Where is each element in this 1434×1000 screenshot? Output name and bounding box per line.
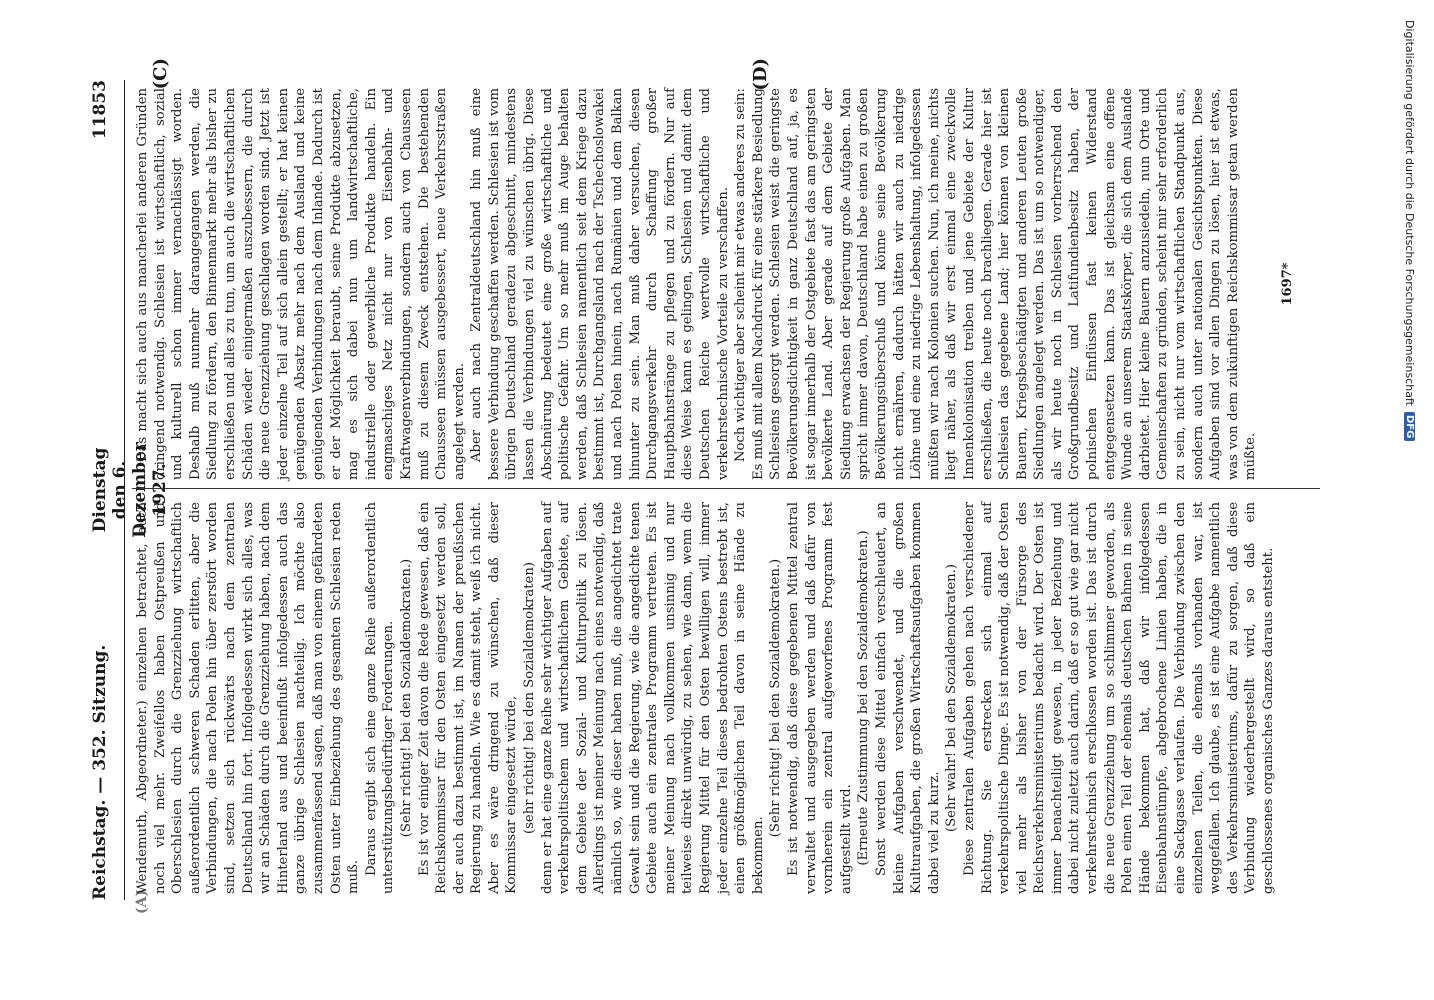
- dfg-logo: DFG: [1405, 412, 1416, 441]
- header-session: Reichstag. — 352. Sitzung.: [90, 644, 110, 900]
- margin-marker-d: (D): [750, 58, 771, 91]
- document-page: [90, 58, 1340, 914]
- page-header: [90, 80, 170, 900]
- signature-mark: 1697*: [1280, 262, 1295, 306]
- paragraph: Es ist vor einiger Zeit davon die Rede gewesen, daß ein Reichskommissar für den Osten eingesetzt werden soll, der auch dazu bestimmt ist, im Namen der preußischen Regierung zu handeln. Wie es damit steht, weiß ich nicht. Aber es wäre dringend zu wünschen, daß dieser Kommissar eingesetzt würde,: [416, 502, 520, 894]
- paragraph: Wendemuth, Abgeordneter.) einzelnen betrachtet, auch noch viel mehr. Zweifellos haben Ostpreußen und Oberschlesien durch die Grenzziehung wirtschaftlich außerordentlich schweren Schaden erlitten, aber die Verbindungen, die nach Polen hin über zerstört worden sind, setzen sich rückwärts nach dem zentralen Deutschland hin fort. Infolgedessen wirkt sich alles, was wir an Schäden durch die Grenzziehung haben, nach dem Hinterland aus und beeinflußt infolgedessen auch das ganze übrige Schlesien nachteilig. Ich möchte also zusammenfassend sagen, daß man von einem gefährdeten Osten unter Einbeziehung des gesamten Schlesien reden muß.: [135, 502, 362, 894]
- interjection: (Sehr richtig! bei den Sozialdemokraten.): [768, 558, 784, 838]
- header-date: Dienstag den 6. Dezember 1927.: [90, 442, 170, 538]
- column-divider: [132, 488, 1320, 489]
- left-column: [134, 502, 1278, 894]
- margin-marker-a: (A): [134, 889, 150, 914]
- funding-text: Digitalisierung gefördert durch die Deutsche Forschungsgemeinschaft: [1403, 20, 1417, 406]
- paragraph: Es ist notwendig, daß diese gegebenen Mittel zentral verwaltet und ausgegeben werden und daß dafür von vornherein ein zentral aufgeworfenes Programm fest aufgestellt wird.: [785, 502, 854, 894]
- paragraph: Das macht sich auch aus mancherlei anderen Gründen dringend notwendig. Schlesien ist wirtschaftlich, sozial und kulturell schon immer vernachlässigt worden. Deshalb muß nunmehr darangegangen werden, die Siedlung zu fördern, den Binnenmarkt mehr als bisher zu erschließen und alles zu tun, um auch die wirtschaftlichen Schäden wieder einigermaßen auszubessern, die durch die neue Grenzziehung geschlagen worden sind. Jetzt ist jeder einzelne Teil auf sich allein gestellt; er hat keinen genügenden Absatz mehr nach dem Ausland und keine genügenden Verbindungen nach dem Inlande. Dadurch ist er der Möglichkeit beraubt, seine Produkte abzusetzen, mag es sich dabei nun um landwirtschaftliche, industrielle oder gewerbliche Produkte handeln. Ein engmaschiges Netz nicht nur von Eisenbahn- und Kraftwagenverbindungen, sondern auch von Chausseen muß zu diesem Zweck entstehen. Die bestehenden Chausseen müssen ausgebessert, neue Verkehrsstraßen angelegt werden.: [135, 88, 467, 480]
- paragraph: Sonst werden diese Mittel einfach verschleudert, an kleine Aufgaben verschwendet, und die großen Kulturaufgaben, die großen Wirtschaftsaufgaben kommen dabei viel zu kurz.: [873, 502, 942, 894]
- header-rule: [124, 80, 125, 900]
- interjection: (Sehr richtig! bei den Sozialdemokraten.): [398, 558, 414, 838]
- interjection: (Erneute Zustimmung bei den Sozialdemokraten.): [856, 530, 872, 866]
- interjection: (Sehr wahr! bei den Sozialdemokraten.): [944, 564, 960, 832]
- paragraph: Aber auch nach Zentraldeutschland hin muß eine bessere Verbindung geschaffen werden. Schlesien ist vom übrigen Deutschland geradezu abgeschnitt, mindestens lassen die Verbindungen viel zu wünschen übrig. Diese Abschnürung bedeutet eine große wirtschaftliche und politische Gefahr. Um so mehr muß im Auge behalten werden, daß Schlesien namentlich seit dem Kriege dazu bestimmt ist, Durchgangsland nach der Tschechoslowakei und nach Polen hinein, nach Rumänien und dem Balkan hinunter zu sein. Man muß daher versuchen, diesen Durchgangsverkehr durch Schaffung großer Hauptbahnstränge zu pflegen und zu fördern. Nur auf diese Weise kann es gelingen, Schlesien und damit dem Deutschen Reiche wertvolle wirtschaftliche und verkehrstechnische Vorteile zu verschaffen.: [469, 88, 731, 480]
- paragraph: Daraus ergibt sich eine ganze Reihe außerordentlich unterstützungsbedürftiger Forderungen.: [363, 502, 397, 894]
- margin-marker-c: (C): [150, 58, 171, 90]
- paragraph: denn er hat eine ganze Reihe sehr wichtiger Aufgaben auf verkehrspolitischem und wirtschaftlichem Gebiete, auf dem Gebiete der Sozial- und Kulturpolitik zu lösen. Allerdings ist meiner Meinung nach eines notwendig, daß nämlich so, wie dieser haben muß, die angedichtet trate Gewalt sein und die Regierung, wie die angedichte tenen Gebiete auch ein zentrales Programm vertreten. Es ist meiner Meinung nach vollkommen unsinnig und nur teilweise direkt unwürdig, zu sehen, wie dann, wenn die Regierung Mittel für den Osten bewilligen will, immer jeder einzelne Teil dieses bedrohten Ostens bestrebt ist, einen größtmöglichen Teil davon in seine Hände zu bekommen.: [539, 502, 766, 894]
- page-number: 11853: [90, 80, 110, 140]
- paragraph: Diese zentralen Aufgaben gehen nach verschiedener Richtung. Sie erstrecken sich einmal auf verkehrspolitische Dinge. Es ist notwendig, daß der Osten viel mehr als bisher von der Fürsorge des Reichsverkehrsministeriums bedacht wird. Der Osten ist immer benachteiligt gewesen, in jeder Beziehung und dabei nicht zuletzt auch darin, daß er so gut wie gar nicht verkehrstechnisch erschlossen worden ist. Das ist durch die neue Grenzziehung um so schlimmer geworden, als Polen einen Teil der ehemals deutschen Bahnen in seine Hände bekommen hat, daß wir infolgedessen Eisenbahnstümpfe, abgebrochene Linien haben, die in eine Sackgasse verlaufen. Die Verbindung zwischen den einzelnen Teilen, die ehemals vorhanden war, ist weggefallen. Ich glaube, es ist eine Aufgabe namentlich des Verkehrsministeriums, dafür zu sorgen, daß diese Verbindung wiederhergestellt wird, so daß ein geschlossenes organisches Ganzes daraus entsteht.: [961, 502, 1276, 894]
- interjection: (sehr richtig! bei den Sozialdemokraten): [522, 562, 538, 834]
- right-column: [134, 88, 1260, 480]
- paragraph: Noch wichtiger aber scheint mir etwas anderes zu sein: Es muß mit allem Nachdruck für eine stärkere Besiedlung Schlesiens gesorgt werden. Schlesien weist die geringste Bevölkerungsdichtigkeit in ganz Deutschland auf, ja, es ist sogar innerhalb der Ostgebiete fast das am geringsten bevölkerte Land. Aber gerade auf dem Gebiete der Siedlung erwachsen der Regierung große Aufgaben. Man spricht immer davon, Deutschland habe einen zu großen Bevölkerungsüberschuß und könne seine Bevölkerung nicht ernähren, dadurch hätten wir auch zu niedrige Löhne und eine zu niedrige Lebenshaltung, infolgedessen müßten wir nach Kolonien suchen. Nun, ich meine, nichts liegt näher, als daß wir erst einmal eine zweckvolle Innenkolonisation treiben und jene Gebiete der Kultur erschließen, die heute noch brachliegen. Gerade hier ist Schlesien das gegebene Land; hier können von kleinen Bauern, Kriegsbeschädigten und anderen Leuten große Siedlungen angelegt werden. Das ist um so notwendiger, als wir heute noch in Schlesien vorherrschend den Großgrundbesitz und Latifundienbesitz haben, der polnischen Einflüssen fast keinen Widerstand entgegensetzen kann. Das ist gleichsam eine offene Wunde an unserem Staatskörper, die sich dem Auslande darbietet. Hier kleine Bauern anzusiedeln, nun Orte und Gemeinschaften zu gründen, scheint mir sehr erforderlich zu sein, nicht nur vom wirtschaftlichen Standpunkt aus, sondern auch unter nationalen Gesichtspunkten. Diese Aufgaben sind vor allen Dingen zu lösen, hier ist etwas, was von dem zukünftigen Reichskommissar getan werden müßte.: [733, 88, 1259, 480]
- funding-note: [1402, 20, 1418, 920]
